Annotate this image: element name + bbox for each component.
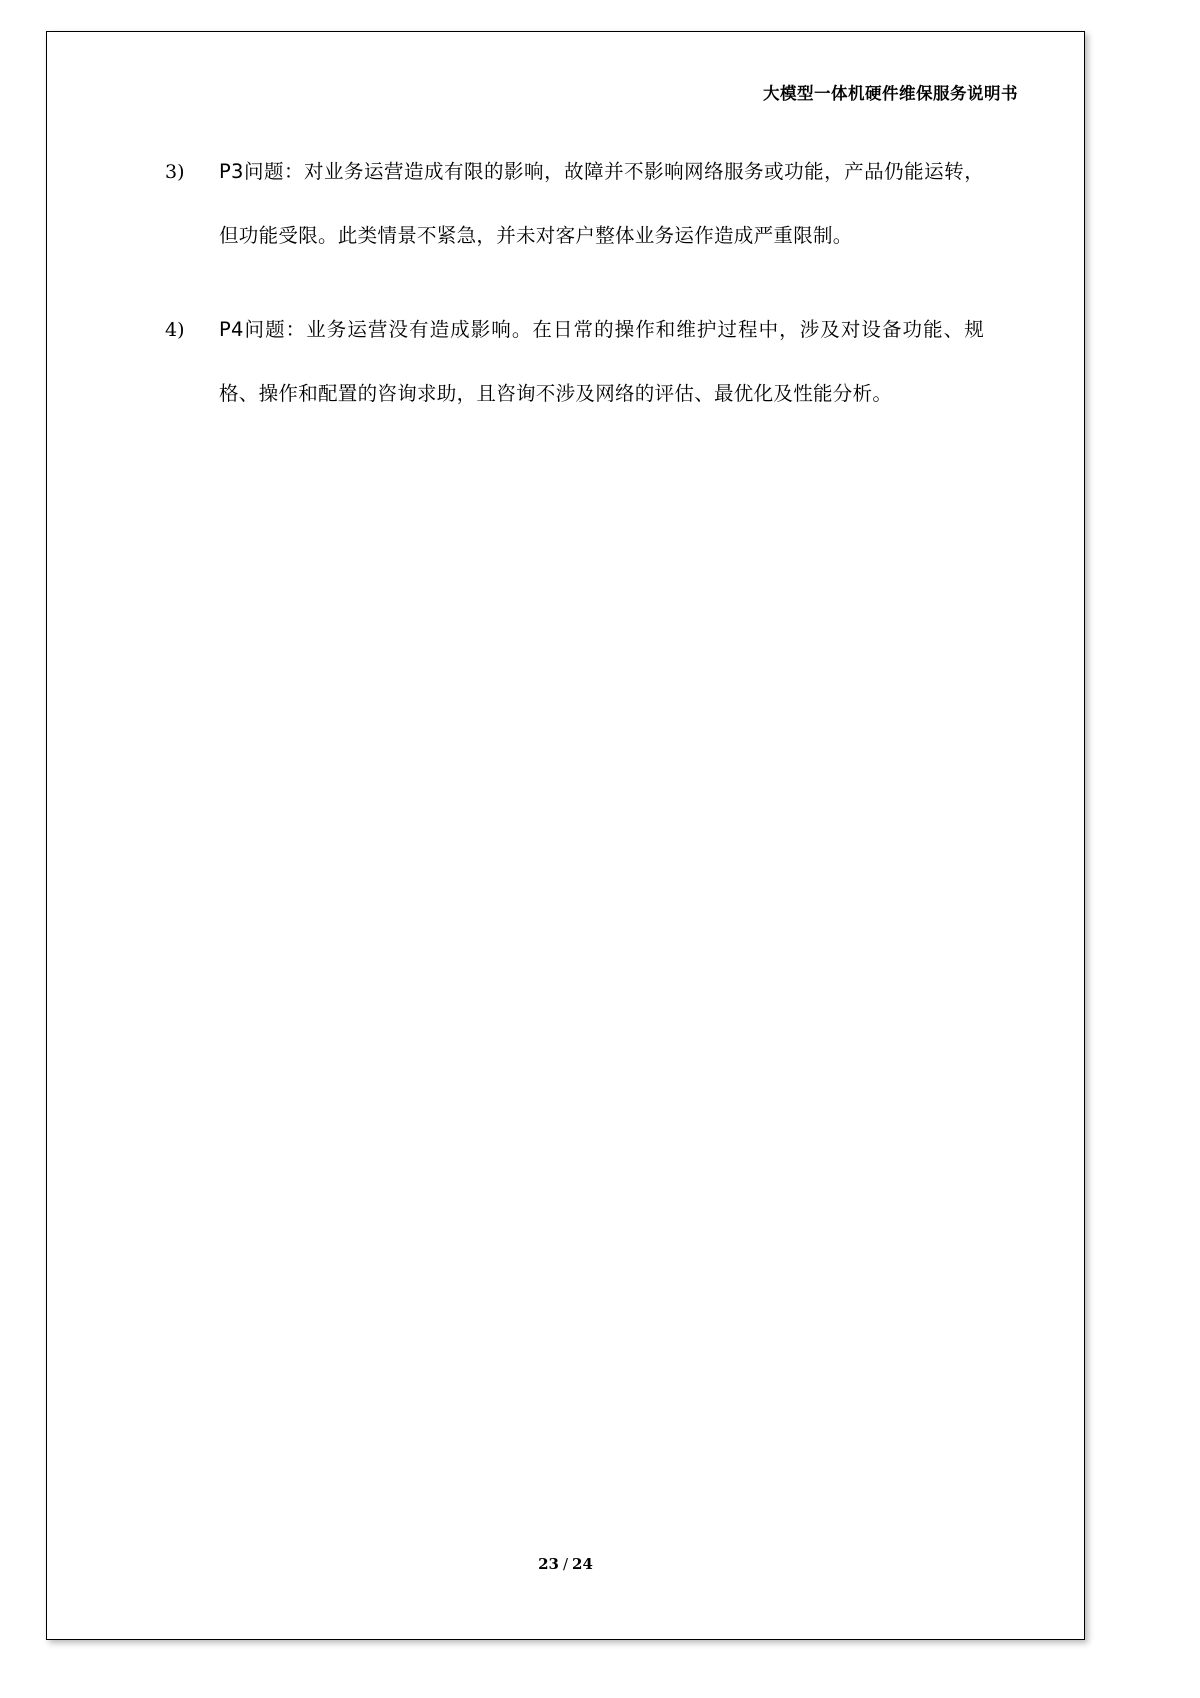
page-number-separator: /: [562, 1555, 569, 1573]
list-item-text: P4问题：业务运营没有造成影响。在日常的操作和维护过程中，涉及对设备功能、规格、操作和配置的咨询求助，且咨询不涉及网络的评估、最优化及性能分析。: [219, 318, 984, 405]
page-border-frame: [46, 31, 1085, 1640]
total-page-number: 24: [572, 1555, 593, 1573]
list-item-marker: 3): [165, 161, 185, 183]
current-page-number: 23: [538, 1555, 559, 1573]
page-content: [47, 32, 1084, 1639]
numbered-list: [165, 140, 984, 456]
page-footer: [47, 1555, 1084, 1573]
list-item: [165, 298, 984, 426]
list-item-marker: 4): [165, 319, 185, 341]
running-header-title: 大模型一体机硬件维保服务说明书: [763, 84, 1018, 103]
list-item-text: P3问题：对业务运营造成有限的影响，故障并不影响网络服务或功能，产品仍能运转，但功能受限。此类情景不紧急，并未对客户整体业务运作造成严重限制。: [219, 160, 984, 247]
list-item: [165, 140, 984, 268]
